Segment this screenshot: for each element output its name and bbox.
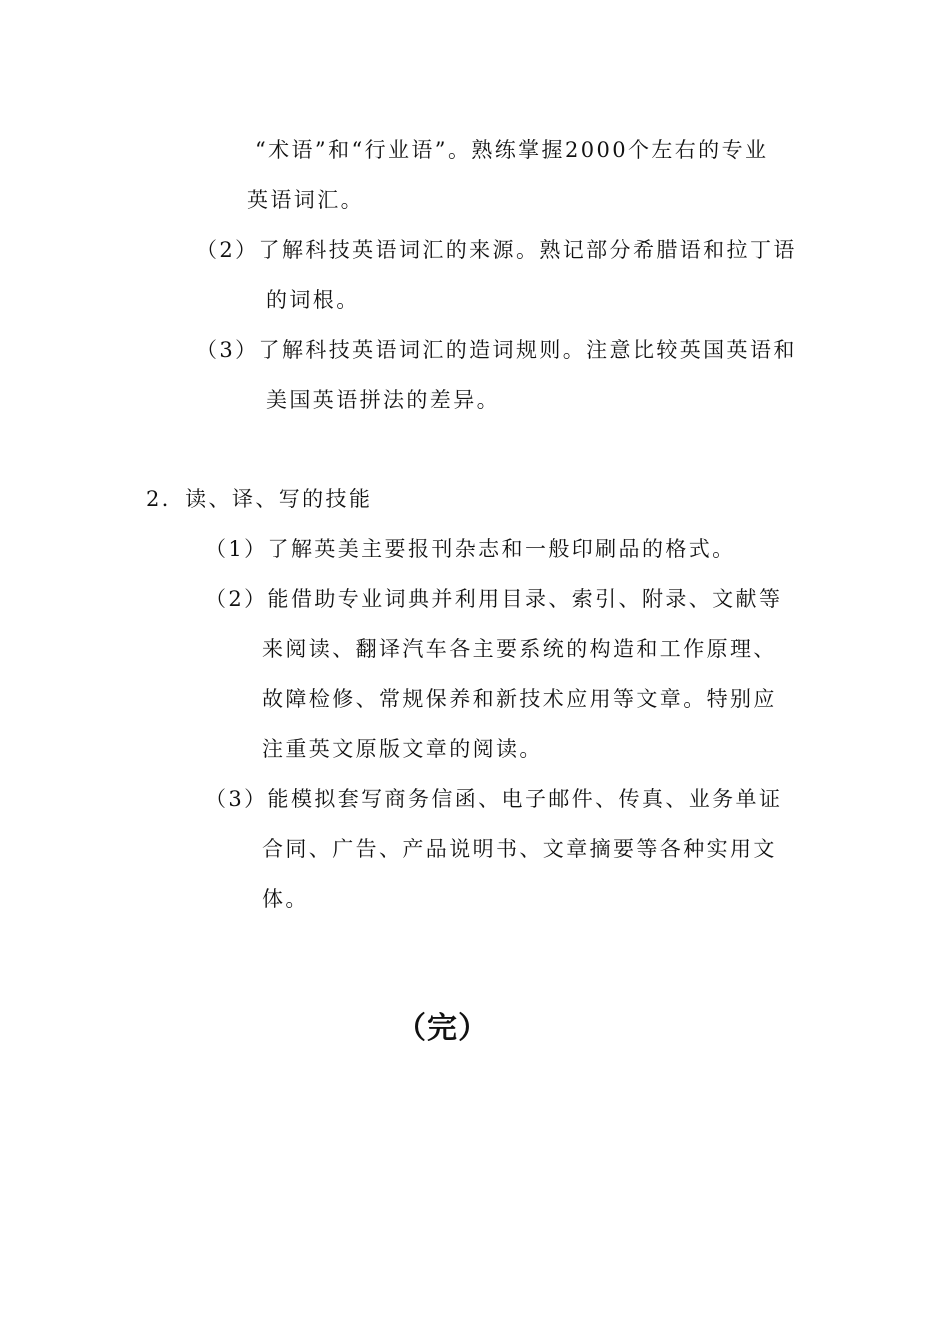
section2-item3-line2: 合同、广告、产品说明书、文章摘要等各种实用文: [262, 837, 777, 861]
vocab-item2-line1: （2）了解科技英语词汇的来源。熟记部分希腊语和拉丁语: [196, 238, 797, 262]
vocab-item1-line1: “术语”和“行业语”。熟练掌握2000个左右的专业: [255, 138, 769, 162]
vocab-item3-line1: （3）了解科技英语词汇的造词规则。注意比较英国英语和: [196, 338, 797, 362]
section2-item2-line4: 注重英文原版文章的阅读。: [262, 737, 543, 761]
section2-item2-line1: （2）能借助专业词典并利用目录、索引、附录、文献等: [205, 587, 783, 611]
section2-item2-line3: 故障检修、常规保养和新技术应用等文章。特别应: [262, 687, 777, 711]
section2-item3-line3: 体。: [262, 887, 309, 911]
end-mark: （完）: [396, 1011, 489, 1046]
section2-heading: 2．读、译、写的技能: [146, 487, 373, 511]
vocab-item2-line2: 的词根。: [266, 288, 360, 312]
vocab-item1-line2: 英语词汇。: [247, 188, 364, 212]
section2-item2-line2: 来阅读、翻译汽车各主要系统的构造和工作原理、: [262, 637, 777, 661]
section2-item3-line1: （3）能模拟套写商务信函、电子邮件、传真、业务单证: [205, 787, 783, 811]
section2-item1-line1: （1）了解英美主要报刊杂志和一般印刷品的格式。: [205, 537, 736, 561]
vocab-item3-line2: 美国英语拼法的差异。: [266, 388, 500, 412]
